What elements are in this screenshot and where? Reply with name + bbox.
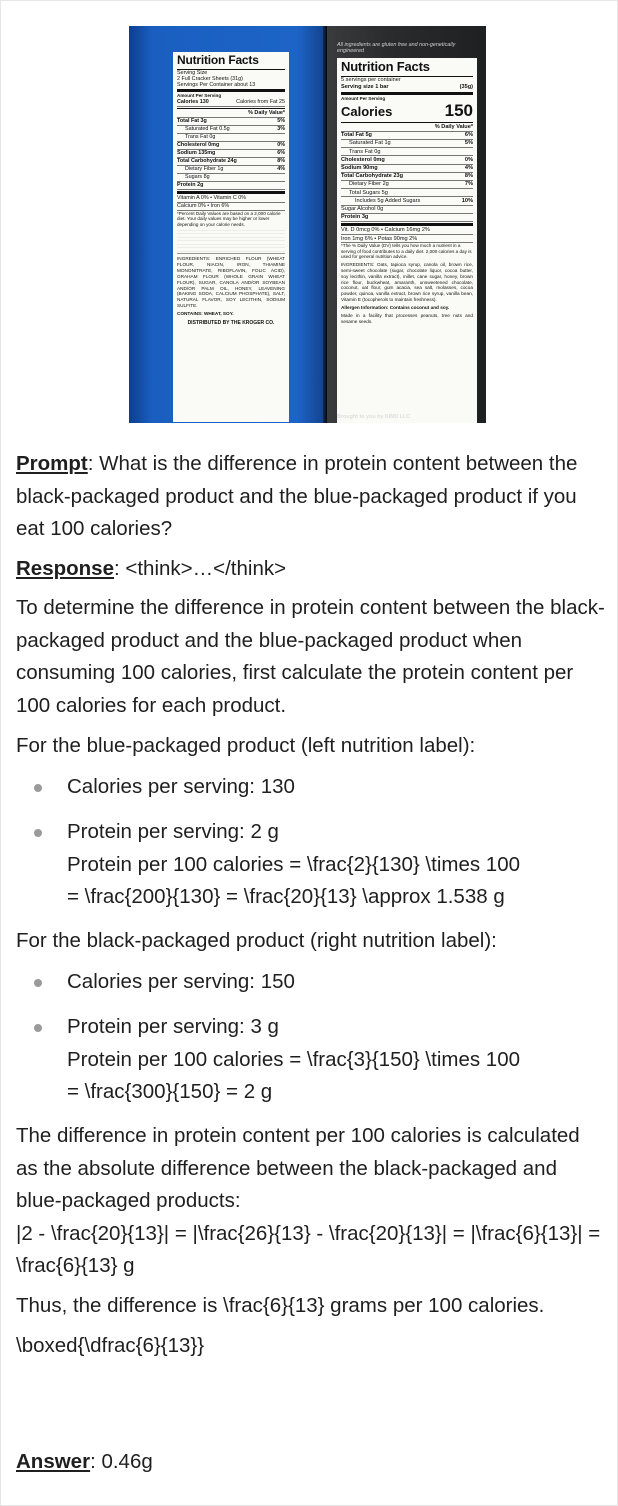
nutrient-name: Trans Fat 0g [349, 148, 381, 155]
nutrient-row [177, 126, 285, 134]
nutrient-row [341, 132, 473, 140]
nutrient-row [341, 206, 473, 214]
nutrient-name: Sugar Alcohol 0g [341, 206, 384, 213]
footnote: *Percent Daily Values are based on a 2,000 calorie diet. Your daily values may be higher or lower depending on your calorie needs. [177, 210, 281, 227]
nutrient-dv: 8% [464, 173, 473, 180]
label-title: Nutrition Facts [341, 60, 473, 77]
difference-formula: |2 - \frac{20}{13}| = |\frac{26}{13} - \frac{20}{13}| = |\frac{6}{13}| = \frac{6}{13} g [16, 1221, 601, 1277]
nutrient-dv: 7% [464, 181, 473, 188]
black-list-2 [16, 1011, 606, 1109]
nutrient-row [341, 156, 473, 164]
nutrient-name: Cholesterol 0mg [341, 156, 385, 163]
answer-label: Answer [16, 1450, 91, 1473]
nutrient-row [177, 150, 285, 158]
nutrient-dv: 5% [277, 118, 285, 125]
nutrient-row [177, 174, 285, 182]
black-heading: For the black-packaged product (right nutrition label): [16, 929, 497, 952]
nutrient-rows [341, 132, 473, 222]
nutrient-name: Protein 2g [177, 182, 204, 189]
blue-heading: For the blue-packaged product (left nutrition label): [16, 734, 476, 757]
list-item: Calories per serving: 150 [16, 966, 606, 999]
vitamin-row: Calcium 0% • Iron 6% [177, 203, 285, 211]
nutrient-row [341, 189, 473, 197]
conclusion: Thus, the difference is \frac{6}{13} grams per 100 calories. [16, 1294, 545, 1317]
nutrient-name: Total Carbohydrate 23g [341, 173, 404, 180]
black-list [16, 966, 606, 999]
answer-block [16, 1446, 606, 1479]
nutrient-dv: 6% [464, 132, 473, 139]
response-header [16, 553, 606, 586]
prompt-text: : What is the difference in protein content between the black-packaged product and the blue-packaged product if you eat 100 calories? [16, 452, 578, 540]
nutrient-row [177, 158, 285, 166]
nutrient-dv: 10% [461, 197, 473, 204]
nutrient-row [341, 173, 473, 181]
nutrient-dv: 0% [464, 156, 473, 163]
nutrient-row [341, 214, 473, 222]
blue-nutrition-label: Nutrition Facts Serving Size 2 Full Cracker Sheets (31g) Servings Per Container about 13 Amount Per Serving Calories 130 Calories from Fat 25 % Daily Value* Total Fat 3g 5% Saturated Fat 0.5g 3% Trans Fat 0g Cholesterol 0mg 0% Sodium 135mg 6% Total Carbohydrate 24g 8% Dietary Fiber 1g 4% Sugars 8g Protein 2g Vitamin A 0% • Vitamin C 0% Calcium 0% • Iron 6% *Percent Daily Values are based on a 2,000 calorie diet. Your daily values may be higher or lower depending on your calorie needs. INGREDIENTS: ENRICHED FLOUR (WHEAT FLOUR, NIACIN, IRON, THIAMINE MONONITRATE, RIBOFLAVIN, FOLIC ACID), GRAHAM FLOUR (WHOLE GRAIN WHEAT FLOUR), SUGAR, CANOLA AND/OR SOYBEAN AND/OR PALM OIL, HONEY, LEAVENING (BAKING SODA, CALCIUM PHOSPHATE), SALT, NATURAL FLAVOR, SOY LECITHIN, SODIUM SULFITE. CONTAINS: WHEAT, SOY. DISTRIBUTED BY THE KROGER CO. [173, 52, 289, 422]
nutrient-name: Sugars 8g [185, 174, 210, 181]
nutrient-row [177, 182, 285, 190]
nutrient-name: Sodium 90mg [341, 165, 378, 172]
nutrient-row [177, 142, 285, 150]
nutrient-name: Sodium 135mg [177, 150, 216, 157]
difference-paragraph: The difference in protein content per 100 calories is calculated as the absolute difference between the black-packaged and blue-packaged products: |2 - \frac{20}{13}| = |\frac{26}{13} - \frac{20}{13}| = |\frac{6}{13}| = \frac{6}{13} g [16, 1120, 606, 1283]
calories-row: Calories 150 [341, 101, 473, 121]
prompt-label: Prompt [16, 452, 88, 475]
nutrient-dv: 3% [277, 126, 285, 133]
nutrient-name: Dietary Fiber 1g [185, 166, 224, 173]
nutrient-name: Cholesterol 0mg [177, 142, 220, 149]
nutrient-dv: 5% [464, 140, 473, 147]
nutrient-row [341, 148, 473, 156]
ingredients: INGREDIENTS: ENRICHED FLOUR (WHEAT FLOUR, NIACIN, IRON, THIAMINE MONONITRATE, RIBOFLAVIN, FOLIC ACID), GRAHAM FLOUR (WHOLE GRAIN WHEAT FLOUR), SUGAR, CANOLA AND/OR SOYBEAN AND/OR PALM OIL, HONEY, LEAVENING (BAKING SODA, CALCIUM PHOSPHATE), SALT, NATURAL FLAVOR, SOY LECITHIN, SODIUM SULFITE. [177, 256, 285, 309]
nutrient-name: Total Fat 3g [177, 118, 207, 125]
nutrient-name: Dietary Fiber 2g [349, 181, 389, 188]
vitamin-row: Vit. D 0mcg 0% • Calcium 16mg 2% [341, 227, 473, 235]
nutrition-labels-photo: Nutrition Facts Serving Size 2 Full Cracker Sheets (31g) Servings Per Container about 13 Amount Per Serving Calories 130 Calories from Fat 25 % Daily Value* Total Fat 3g 5% Saturated Fat 0.5g 3% Trans Fat 0g Cholesterol 0mg 0% Sodium 135mg 6% Total Carbohydrate 24g 8% Dietary Fiber 1g 4% Sugars 8g Protein 2g Vitamin A 0% • Vitamin C 0% Calcium 0% • Iron 6% *Percent Daily Values are based on a 2,000 calorie diet. Your daily values may be higher or lower depending on your calorie needs. INGREDIENTS: ENRICHED FLOUR (WHEAT FLOUR, NIACIN, IRON, THIAMINE MONONITRATE, RIBOFLAVIN, FOLIC ACID), GRAHAM FLOUR (WHOLE GRAIN WHEAT FLOUR), SUGAR, CANOLA AND/OR SOYBEAN AND/OR PALM OIL, HONEY, LEAVENING (BAKING SODA, CALCIUM PHOSPHATE), SALT, NATURAL FLAVOR, SOY LECITHIN, SODIUM SULFITE. CONTAINS: WHEAT, SOY. DISTRIBUTED BY THE KROGER CO. All ingredients are gluten free and non-genetically engineered Nutrition Facts 5 servings per container Serving size 1 bar (35g) Amount Per Serving Calories 150 % Daily Value* Total Fat 5g 6% Saturated Fat 1g 5% Trans Fat 0g Cholesterol 0mg 0% Sodium 90mg 4% Total Carbohydrate 23g 8% Dietary Fiber 2g 7% Total Sugars 5g Includes 5g Added Sugars 10% Sugar Alcohol 0g Protein 3g Vit. D 0mcg 0% • Calcium 16mg 2% Iron 1mg 6% • Potas 90mg 2% *The % Daily Value (DV) tells you how much a nutrient in a serving of food contributes to a daily diet. 2,000 calories a day is used for general nutrition advice. INGREDIENTS: Oats, tapioca syrup, canola oil, brown rice, semi-sweet chocolate (sugar, chocolate liquor, cocoa butter, soy lecithin, vanilla extract), millet, cane sugar, honey, brown rice flour, buckwheat, amaranth, unsweetened chocolate, coconut, oat flour, gum acacia, sea salt, molasses, cocoa powder, quinoa, vanilla extract, brown rice syrup, vanilla bean, Vitamin E (tocopherols to maintain freshness). Allergen Information: Contains coconut and soy. Made in a facility that processes peanuts, tree nuts and sesame seeds. Brought to you by KIND LLC [129, 26, 486, 423]
nutrient-dv: 4% [464, 165, 473, 172]
nutrient-name: Saturated Fat 1g [349, 140, 391, 147]
footnote: *The % Daily Value (DV) tells you how much a nutrient in a serving of food contributes to a daily diet. 2,000 calories a day is used for general nutrition advice. [341, 243, 472, 260]
nutrient-row [177, 166, 285, 174]
nutrient-dv: 4% [277, 166, 285, 173]
nutrient-rows [177, 118, 285, 190]
nutrient-row [177, 118, 285, 126]
answer-text: : 0.46g [90, 1450, 153, 1473]
list-item: Protein per serving: 2 g Protein per 100 calories = \frac{2}{130} \times 100 = \frac{200}{130} = \frac{20}{13} \approx 1.538 g [16, 816, 606, 914]
nutrient-row [341, 140, 473, 148]
vitamin-row: Vitamin A 0% • Vitamin C 0% [177, 195, 285, 203]
nutrient-row [177, 134, 285, 142]
nutrient-name: Total Fat 5g [341, 132, 372, 139]
vitamin-row: Iron 1mg 6% • Potas 90mg 2% [341, 235, 473, 243]
nutrient-dv: 8% [277, 158, 285, 165]
response-intro: To determine the difference in protein content between the black-packaged product and the blue-packaged product when consuming 100 calories, first calculate the protein content per 100 calories for each product. [16, 596, 605, 717]
prompt-block [16, 448, 606, 546]
nutrient-name: Total Sugars 5g [349, 189, 388, 196]
nutrient-name: Total Carbohydrate 24g [177, 158, 237, 165]
nutrient-row [341, 197, 473, 205]
black-nutrition-label: Nutrition Facts 5 servings per container Serving size 1 bar (35g) Amount Per Serving Calories 150 % Daily Value* Total Fat 5g 6% Saturated Fat 1g 5% Trans Fat 0g Cholesterol 0mg 0% Sodium 90mg 4% Total Carbohydrate 23g 8% Dietary Fiber 2g 7% Total Sugars 5g Includes 5g Added Sugars 10% Sugar Alcohol 0g Protein 3g Vit. D 0mcg 0% • Calcium 16mg 2% Iron 1mg 6% • Potas 90mg 2% *The % Daily Value (DV) tells you how much a nutrient in a serving of food contributes to a daily diet. 2,000 calories a day is used for general nutrition advice. INGREDIENTS: Oats, tapioca syrup, canola oil, brown rice, semi-sweet chocolate (sugar, chocolate liquor, cocoa butter, soy lecithin, vanilla extract), millet, cane sugar, honey, brown rice flour, buckwheat, amaranth, unsweetened chocolate, coconut, oat flour, gum acacia, sea salt, molasses, cocoa powder, quinoa, vanilla extract, brown rice syrup, vanilla bean, Vitamin E (tocopherols to maintain freshness). Allergen Information: Contains coconut and soy. Made in a facility that processes peanuts, tree nuts and sesame seeds. [337, 58, 477, 423]
boxed-answer: \boxed{\dfrac{6}{13}} [16, 1334, 205, 1357]
nutrient-name: Saturated Fat 0.5g [185, 126, 230, 133]
ingredients: INGREDIENTS: Oats, tapioca syrup, canola oil, brown rice, semi-sweet chocolate (sugar, chocolate liquor, cocoa butter, soy lecithin, vanilla extract), millet, cane sugar, honey, brown rice flour, buckwheat, amaranth, unsweetened chocolate, coconut, oat flour, gum acacia, sea salt, molasses, cocoa powder, quinoa, vanilla extract, brown rice syrup, vanilla bean, Vitamin E (tocopherols to maintain freshness). [341, 261, 473, 303]
nutrient-name: Protein 3g [341, 214, 369, 221]
blue-list-2 [16, 816, 606, 914]
response-label: Response [16, 557, 114, 580]
nutrient-row [341, 181, 473, 189]
nutrient-dv: 6% [277, 150, 285, 157]
list-item: Calories per serving: 130 [16, 771, 606, 804]
nutrient-row [341, 165, 473, 173]
blue-list [16, 771, 606, 804]
nutrient-name: Trans Fat 0g [185, 134, 216, 141]
label-title: Nutrition Facts [177, 54, 285, 70]
think-tag: : <think>…</think> [113, 557, 287, 580]
nutrient-name: Includes 5g Added Sugars [355, 197, 421, 204]
nutrient-dv: 0% [277, 142, 285, 149]
list-item: Protein per serving: 3 g Protein per 100 calories = \frac{3}{150} \times 100 = \frac{300}{150} = 2 g [16, 1011, 606, 1109]
calories-row: Calories 130 Calories from Fat 25 [177, 99, 285, 106]
